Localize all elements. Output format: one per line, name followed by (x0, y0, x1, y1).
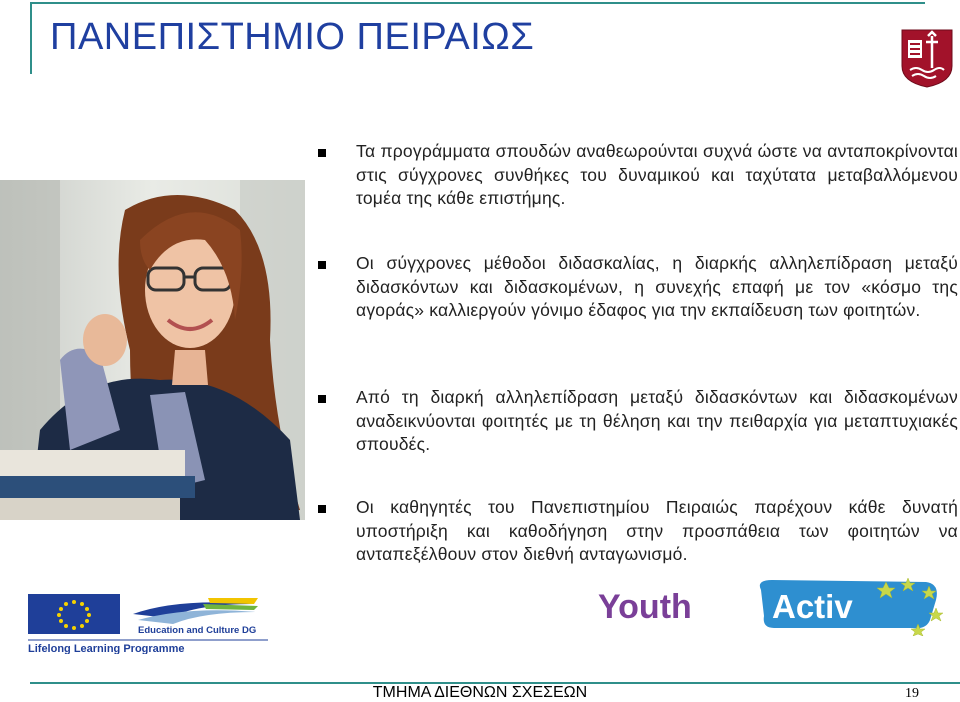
footer-text: ΤΜΗΜΑ ΔΙΕΘΝΩΝ ΣΧΕΣΕΩΝ (372, 684, 588, 701)
bullet-square-icon (318, 505, 326, 513)
bullet-square-icon (318, 261, 326, 269)
bullet-square-icon (318, 395, 326, 403)
header-rule (30, 2, 925, 4)
youthactiv-logo (596, 576, 946, 636)
eu-line2: Lifelong Learning Programme (28, 643, 185, 654)
student-photo (0, 180, 305, 520)
page-number: 19 (905, 686, 919, 701)
university-crest-logo (898, 28, 956, 88)
lifelong-learning-logo (28, 594, 278, 654)
bullet-text: Τα προγράμματα σπουδών αναθεωρούνται συχνά ώστε να ανταποκρίνονται στις σύγχρονες συνθήκες του δυναμικού και ταχύτατα μεταβαλλόμενου τομέα της κάθε επιστήμης. (356, 141, 958, 208)
bullet-text: Από τη διαρκή αλληλεπίδραση μεταξύ διδασκόντων και διδασκομένων αναδεικνύονται φοιτητές με τη θέληση και την πειθαρχία για μεταπτυχιακές σπουδές. (356, 387, 958, 454)
page-title: ΠΑΝΕΠΙΣΤΗΜΙΟ ΠΕΙΡΑΙΩΣ (50, 16, 535, 58)
bullet-text: Οι σύγχρονες μέθοδοι διδασκαλίας, η διαρκής αλληλεπίδραση μεταξύ διδασκόντων και διδασκομένων, η συνεχής επαφή με τον «κόσμο της αγοράς» καλλιεργούν γόνιμο έδαφος για την εκπαίδευση των φοιτητών. (356, 253, 958, 320)
eu-line1: Education and Culture DG (138, 625, 257, 636)
bullet-text: Οι καθηγητές του Πανεπιστημίου Πειραιώς παρέχουν κάθε δυνατή υποστήριξη και καθοδήγηση στην προσπάθεια των φοιτητών να ανταπεξέλθουν στον διεθνή ανταγωνισμό. (356, 497, 958, 564)
bullet-square-icon (318, 149, 326, 157)
activ-text: Activ (772, 588, 853, 625)
header-rule-vertical (30, 2, 32, 74)
youth-text: Youth (598, 588, 692, 626)
